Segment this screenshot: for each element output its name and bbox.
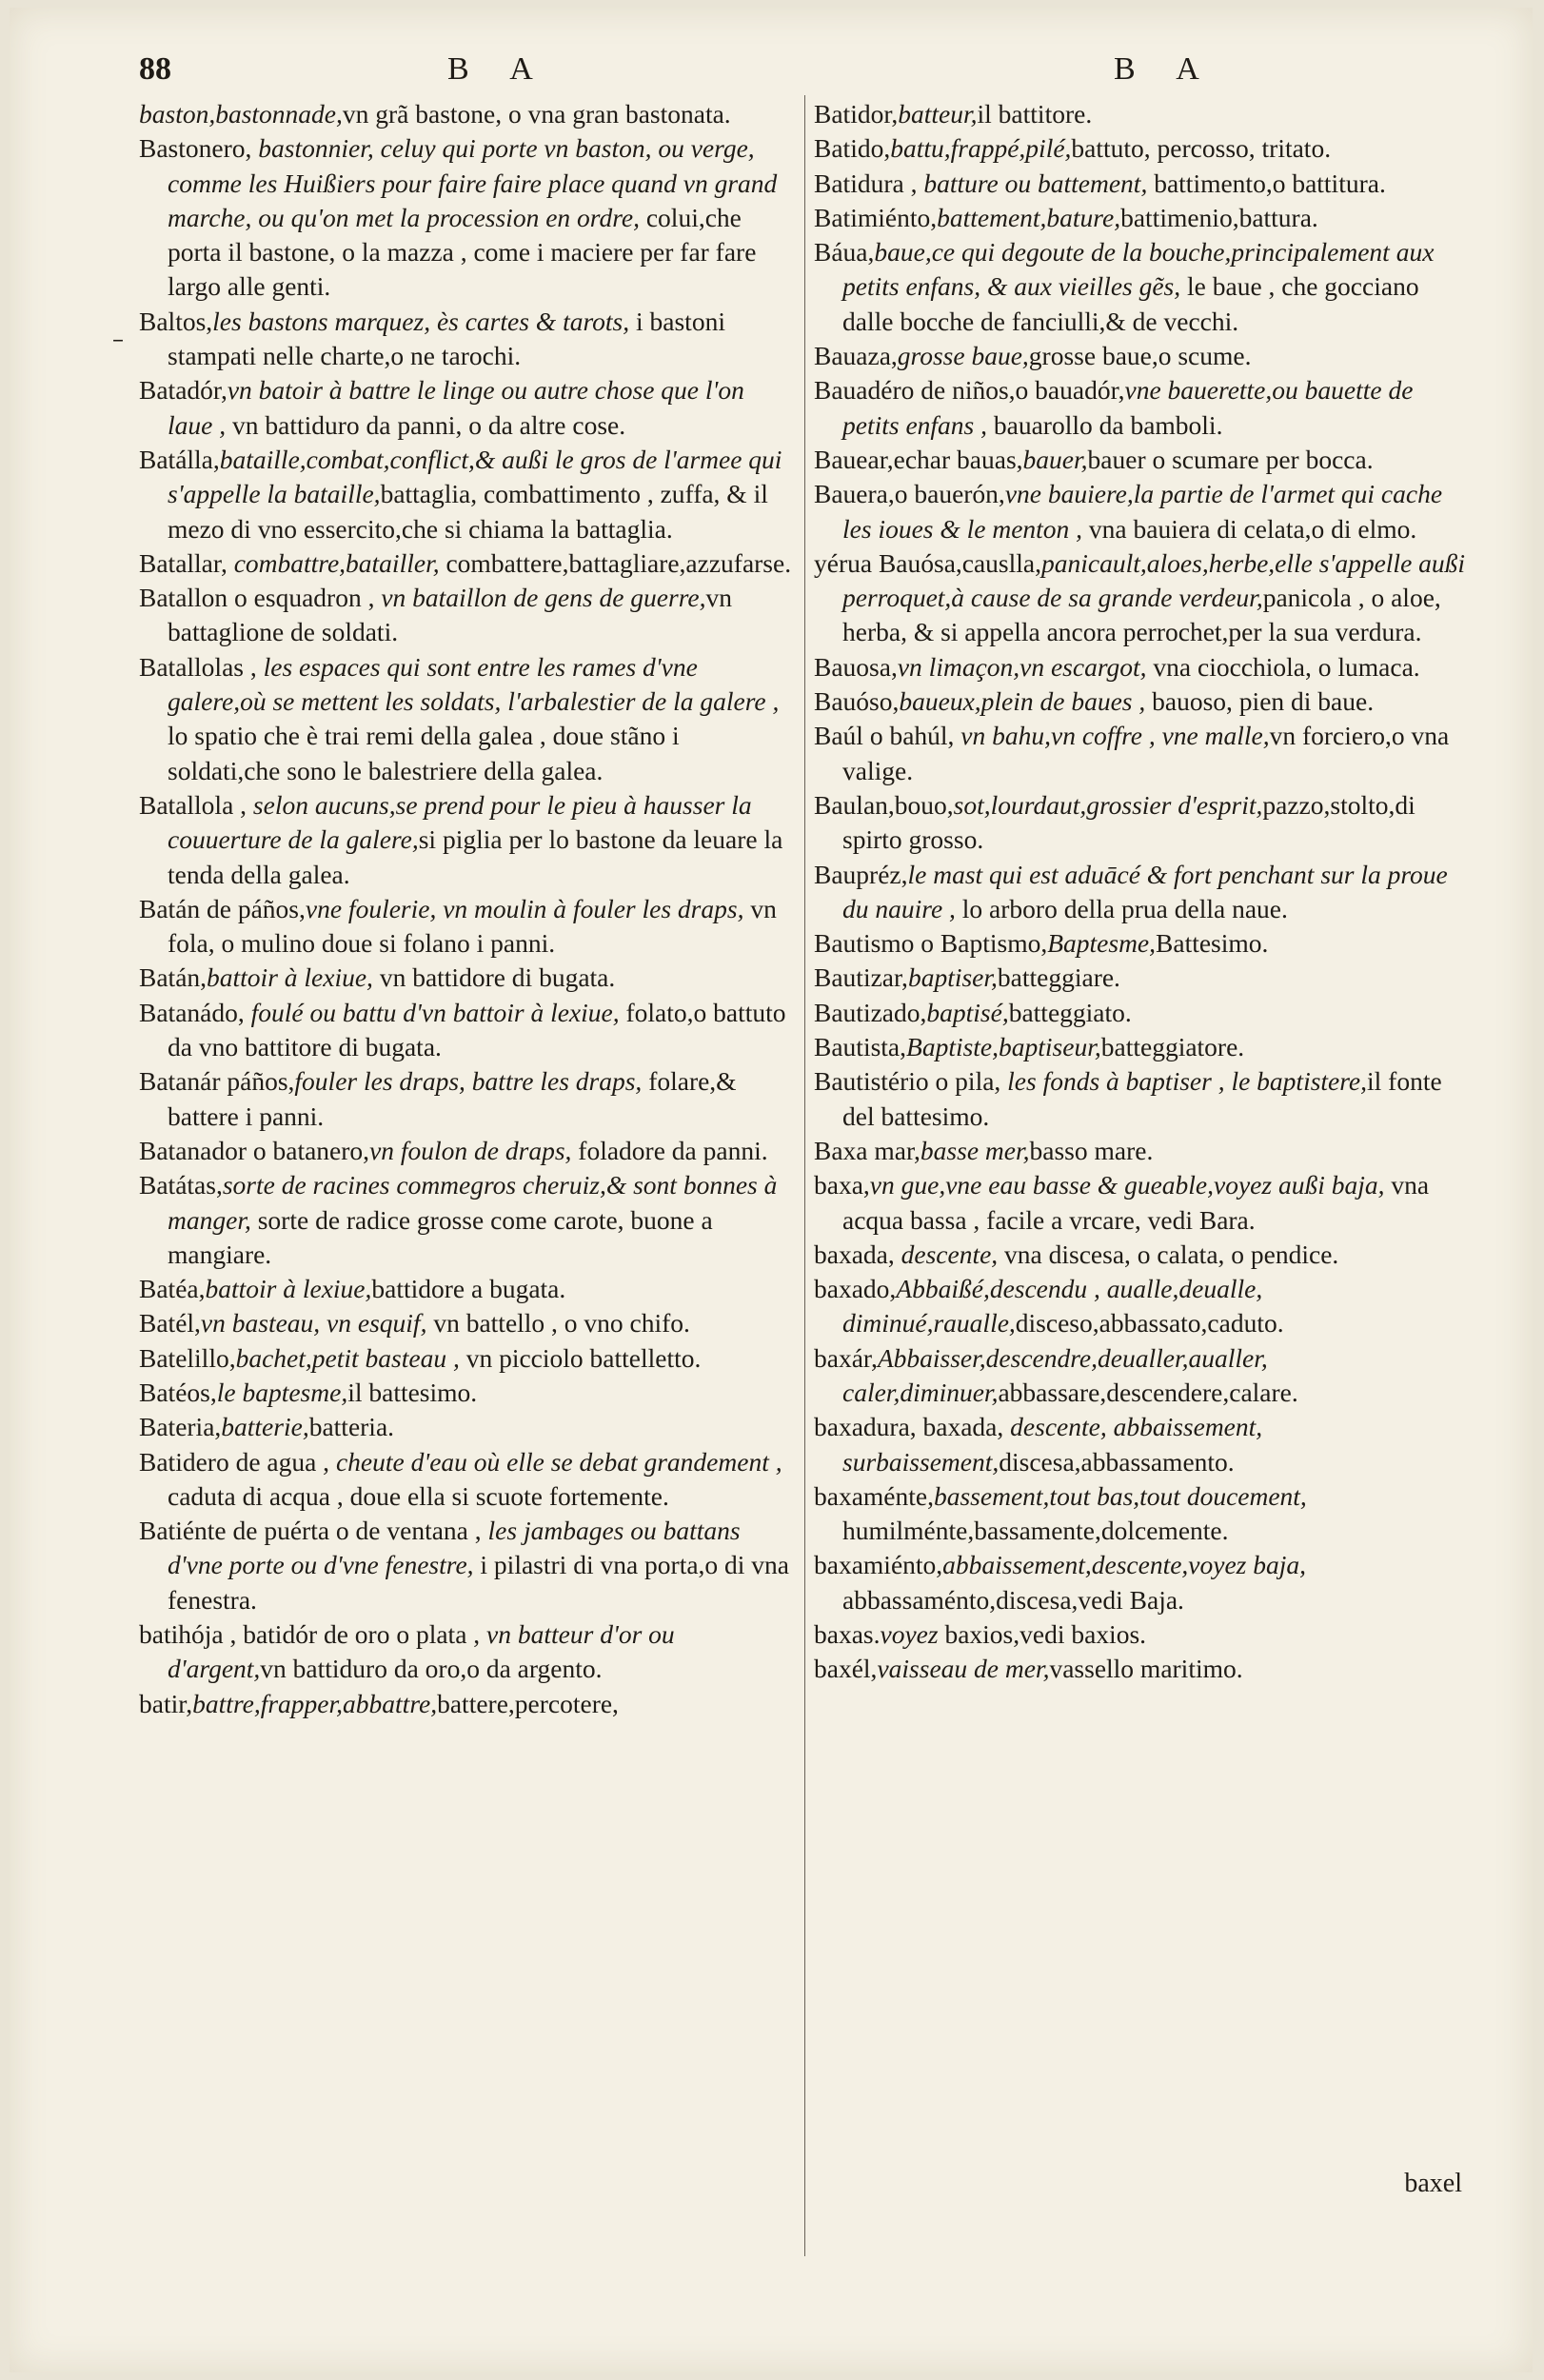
page-number: 88 <box>139 51 171 87</box>
dictionary-entry <box>139 1272 794 1306</box>
french-gloss: vn gue,vne eau basse & gueable,voyez außi baja, <box>869 1170 1385 1200</box>
french-gloss: vn foulon de draps, <box>369 1135 572 1165</box>
french-gloss: descente, <box>901 1239 999 1269</box>
dictionary-entry <box>814 1617 1471 1652</box>
italian-gloss: vassello maritimo. <box>1049 1654 1243 1684</box>
italian-gloss: il battitore. <box>977 99 1093 129</box>
dictionary-entry <box>814 684 1471 719</box>
french-gloss: baueux,plein de baues , <box>899 686 1146 717</box>
french-gloss: les espaces qui sont entre les rames d'vne galere,où se mettent les soldats, l'arbalestier de la galere , <box>168 651 780 717</box>
french-gloss: Baptesme, <box>1047 928 1157 959</box>
dictionary-entry <box>139 131 794 304</box>
catchword: baxel <box>1404 2169 1462 2198</box>
italian-gloss: bauarollo da bamboli. <box>987 409 1223 440</box>
italian-gloss: i bastoni stampati nelle charte,o ne tarochi. <box>168 306 725 371</box>
french-gloss: vne bauiere,la partie de l'armet qui cache les ioues & le menton , <box>842 479 1443 544</box>
italian-gloss: vn battello , o vno chifo. <box>426 1308 690 1339</box>
italian-gloss: vn fola, o mulino doue si folano i panni. <box>168 893 777 959</box>
running-head-left: B A <box>447 51 550 87</box>
column-rule <box>804 95 805 2256</box>
french-gloss: selon aucuns,se prend pour le pieu à hausser la couuerture de la galere, <box>168 789 752 855</box>
headword: Baúl o bahúl, <box>814 721 961 751</box>
headword: baxadura, baxada, <box>814 1412 1011 1442</box>
italian-gloss: sorte de radice grosse come carote, buone a mangiare. <box>168 1204 713 1269</box>
dictionary-entry <box>814 235 1471 339</box>
french-gloss: voyez <box>880 1619 939 1650</box>
italian-gloss: grosse baue,o scume. <box>1028 341 1252 371</box>
dictionary-entry <box>814 650 1471 684</box>
dictionary-entry <box>814 996 1471 1030</box>
french-gloss: panicault,aloes,herbe,elle s'appelle außi perroquet,à cause de sa grande verdeur, <box>842 547 1466 613</box>
dictionary-entry <box>814 1272 1471 1341</box>
dictionary-entry <box>139 650 794 788</box>
headword: baxas. <box>814 1619 881 1650</box>
italian-gloss: lo arboro della prua della naue. <box>955 893 1288 923</box>
headword: Batanádo, <box>139 997 251 1027</box>
dictionary-entry <box>139 1168 794 1272</box>
dictionary-entry <box>814 201 1471 235</box>
headword: batir, <box>139 1688 193 1718</box>
dictionary-entry <box>139 961 794 995</box>
dictionary-page <box>10 8 1533 2372</box>
italian-gloss: batteggiatore. <box>1100 1032 1245 1062</box>
headword: Batél, <box>139 1308 201 1339</box>
headword: Batiénte de puérta o de ventana , <box>139 1516 488 1546</box>
french-gloss: battoir à lexiue, <box>205 1274 372 1304</box>
italian-gloss: vn battiduro da oro,o da argento. <box>260 1654 603 1684</box>
italian-gloss: bauoso, pien di baue. <box>1145 686 1375 717</box>
dictionary-entry <box>814 1652 1471 1686</box>
italian-gloss: baxios,vedi baxios. <box>938 1619 1147 1650</box>
dictionary-entry <box>139 1376 794 1410</box>
dictionary-entry <box>814 961 1471 995</box>
dictionary-entry <box>139 1306 794 1340</box>
dictionary-entry <box>814 1410 1471 1479</box>
headword: baxél, <box>814 1654 878 1684</box>
italian-gloss: battaglia, combattimento , zuffa, & il mezo di vno essercito,che si chiama la battaglia. <box>168 479 768 544</box>
headword: Batallon o esquadron , <box>139 583 382 613</box>
dictionary-entry <box>814 546 1471 650</box>
italian-gloss: vna ciocchiola, o lumaca. <box>1146 651 1420 682</box>
french-gloss: abbaissement,descente,voyez baja, <box>942 1550 1307 1580</box>
running-head-right: B A <box>1114 51 1217 87</box>
headword: Batido, <box>814 133 891 164</box>
headword: Bauera,o bauerón, <box>814 479 1005 509</box>
french-gloss: descente, abbaissement, surbaissement, <box>842 1412 1263 1477</box>
italian-gloss: pazzo,stolto,di spirto grosso. <box>842 789 1415 855</box>
dictionary-entry <box>814 339 1471 373</box>
headword: Bautismo o Baptismo, <box>814 928 1048 959</box>
italian-gloss: vna acqua bassa , facile a vrcare, vedi Bara. <box>842 1170 1430 1235</box>
headword: baxada, <box>814 1239 901 1269</box>
french-gloss: battu,frappé,pilé, <box>890 133 1072 164</box>
headword: Baulan,bouo, <box>814 789 954 820</box>
headword: baxamiénto, <box>814 1550 943 1580</box>
headword: Bautista, <box>814 1032 907 1062</box>
italian-gloss: batteria. <box>308 1412 395 1442</box>
headword: Baxa mar, <box>814 1135 920 1165</box>
french-gloss: bataille,combat,conflict,& außi le gros de l'armee qui s'appelle la bataille, <box>168 444 782 509</box>
headword: Bastonero, <box>139 133 259 164</box>
italian-gloss: batteggiato. <box>1008 997 1132 1027</box>
french-gloss: Abbaisser,descendre,deualler,aualler, caler,diminuer, <box>842 1342 1268 1407</box>
french-gloss: vn batoir à battre le linge ou autre chose que l'on laue , <box>168 375 744 440</box>
headword: Bateria, <box>139 1412 222 1442</box>
italian-gloss: battuto, percosso, tritato. <box>1071 133 1332 164</box>
dictionary-entry <box>814 788 1471 858</box>
headword: baxaménte, <box>814 1480 934 1511</box>
italian-gloss: si piglia per lo bastone da leuare la tenda della galea. <box>168 824 783 889</box>
headword: Bauadéro de niños,o bauadór, <box>814 375 1125 406</box>
headword: baxado, <box>814 1274 897 1304</box>
italian-gloss: vna discesa, o calata, o pendice. <box>998 1239 1339 1269</box>
french-gloss: vaisseau de mer, <box>877 1654 1050 1684</box>
dictionary-entry <box>814 1341 1471 1411</box>
headword: baxa, <box>814 1170 870 1200</box>
french-gloss: bachet,petit basteau , <box>235 1342 460 1373</box>
italian-gloss: disceso,abbassato,caduto. <box>1015 1308 1284 1339</box>
italian-gloss: battere,percotere, <box>437 1688 619 1718</box>
dictionary-entry <box>139 1341 794 1376</box>
headword: Bauóso, <box>814 686 900 717</box>
dictionary-entry <box>139 546 794 581</box>
french-gloss: vne foulerie, vn moulin à fouler les draps, <box>305 893 744 923</box>
italian-gloss: basso mare. <box>1029 1135 1154 1165</box>
italian-gloss: vn forciero,o vna valige. <box>842 721 1450 785</box>
headword: yérua Bauósa,causlla, <box>814 547 1042 578</box>
dictionary-entry <box>139 97 794 131</box>
french-gloss: vne bauerette,ou bauette de petits enfans , <box>842 375 1414 440</box>
dictionary-entry <box>139 1445 794 1515</box>
dictionary-entry <box>814 443 1471 477</box>
left-column <box>139 97 794 1721</box>
french-gloss: batteur, <box>898 99 978 129</box>
french-gloss: le mast qui est aduācé & fort penchant sur la proue du nauire , <box>842 859 1448 923</box>
italian-gloss: combattere,battagliare,azzufarse. <box>439 547 792 578</box>
italian-gloss: vna bauiera di celata,o di elmo. <box>1082 513 1417 544</box>
italian-gloss: colui,che porta il bastone, o la mazza , come i maciere per far fare largo alle genti. <box>168 202 757 302</box>
dictionary-entry <box>814 926 1471 961</box>
french-gloss: bastonnier, celuy qui porte vn baston, ou verge, comme les Huißiers pour faire faire place quand vn grand marche, ou qu'on met la procession en ordre, <box>168 133 778 232</box>
headword: Baltos, <box>139 306 213 336</box>
french-gloss: cheute d'eau où elle se debat grandement , <box>335 1446 782 1477</box>
french-gloss: vn basteau, vn esquif, <box>200 1308 427 1339</box>
headword: Bauear,echar bauas, <box>814 444 1023 474</box>
italian-gloss: vn battaglione de soldati. <box>168 583 732 647</box>
headword: Batidor, <box>814 99 899 129</box>
headword: Batán, <box>139 962 208 993</box>
headword: Bautistério o pila, <box>814 1066 1008 1097</box>
french-gloss: battoir à lexiue, <box>207 962 373 993</box>
dictionary-entry <box>139 1064 794 1134</box>
french-gloss: battement,bature, <box>937 202 1121 232</box>
french-gloss: vn batteur d'or ou d'argent, <box>168 1619 675 1684</box>
headword: Batallola , <box>139 789 253 820</box>
italian-gloss: panicola , o aloe, herba, & si appella ancora perrochet,per la sua verdura. <box>842 583 1441 647</box>
dictionary-entry <box>139 1134 794 1168</box>
italian-gloss: vn picciolo battelletto. <box>459 1342 702 1373</box>
italian-gloss: battimenio,battura. <box>1120 202 1318 232</box>
headword: Baupréz, <box>814 859 908 889</box>
french-gloss: sot,lourdaut,grossier d'esprit, <box>953 789 1263 820</box>
headword: Batéa, <box>139 1274 206 1304</box>
headword: Batátas, <box>139 1170 223 1200</box>
dictionary-entry <box>814 477 1471 546</box>
french-gloss: basse mer, <box>920 1135 1030 1165</box>
italian-gloss: i pilastri di vna porta,o di vna fenestra. <box>168 1550 790 1615</box>
dictionary-entry <box>139 892 794 962</box>
italian-gloss: vn battidore di bugata. <box>372 962 616 993</box>
dictionary-entry <box>814 1030 1471 1064</box>
italian-gloss: folare,& battere i panni. <box>168 1066 737 1131</box>
dictionary-entry <box>139 1687 794 1721</box>
headword: Batelillo, <box>139 1342 236 1373</box>
french-gloss: fouler les draps, battre les draps, <box>294 1066 643 1097</box>
french-gloss: batture ou battement, <box>923 168 1148 198</box>
french-gloss: baptiser, <box>907 962 998 993</box>
french-gloss: bauer, <box>1022 444 1088 474</box>
headword: Batidero de agua , <box>139 1446 336 1477</box>
page-header <box>10 51 1533 99</box>
french-gloss: vn limaçon,vn escargot, <box>897 651 1147 682</box>
italian-gloss: discesa,abbassamento. <box>999 1446 1235 1477</box>
dictionary-entry <box>139 581 794 650</box>
italian-gloss: caduta di acqua , doue ella si scuote fortemente. <box>168 1480 669 1511</box>
dictionary-entry <box>139 1617 794 1687</box>
dictionary-entry <box>139 305 794 374</box>
dictionary-entry <box>814 1168 1471 1238</box>
italian-gloss: vn battiduro da panni, o da altre cose. <box>226 409 626 440</box>
italian-gloss: battidore a bugata. <box>371 1274 566 1304</box>
italian-gloss: bauer o scumare per bocca. <box>1087 444 1374 474</box>
italian-gloss: lo spatio che è trai remi della galea , doue stãno i soldati,che sono le balestriere della galea. <box>168 721 680 785</box>
headword: Batallolas , <box>139 651 264 682</box>
french-gloss: battre,frapper,abbattre, <box>192 1688 438 1718</box>
headword: Batanador o batanero, <box>139 1135 370 1165</box>
french-gloss: baue,ce qui degoute de la bouche,principalement aux petits enfans, & aux vieilles gẽs, <box>842 237 1435 302</box>
french-gloss: vn bahu,vn coffre , vne malle, <box>960 721 1270 751</box>
headword: Bautizado, <box>814 997 927 1027</box>
italian-gloss: vn grã bastone, o vna gran bastonata. <box>342 99 731 129</box>
headword: Batanár páños, <box>139 1066 295 1097</box>
italian-gloss: abbassare,descendere,calare. <box>998 1377 1298 1407</box>
dictionary-entry <box>814 167 1471 201</box>
headword: Batéos, <box>139 1377 217 1407</box>
french-gloss: Abbaißé,descendu , aualle,deualle, diminué,raualle, <box>842 1274 1263 1339</box>
dictionary-entry <box>814 97 1471 131</box>
french-gloss: grosse baue, <box>897 341 1029 371</box>
dictionary-entry <box>814 1479 1471 1549</box>
french-gloss: baptisé, <box>926 997 1009 1027</box>
headword: Batadór, <box>139 375 228 406</box>
french-gloss: batterie, <box>221 1412 309 1442</box>
french-gloss: les bastons marquez, ès cartes & tarots, <box>212 306 630 336</box>
dictionary-entry <box>814 131 1471 166</box>
french-gloss: bassement,tout bas,tout doucement, <box>933 1480 1307 1511</box>
italian-gloss: le baue , che gocciano dalle bocche de fanciulli,& de vecchi. <box>842 271 1419 336</box>
french-gloss: les fonds à baptiser , le baptistere, <box>1007 1066 1368 1097</box>
right-column <box>814 97 1471 1687</box>
italian-gloss: il fonte del battesimo. <box>842 1066 1442 1131</box>
headword: baxár, <box>814 1342 878 1373</box>
italian-gloss: foladore da panni. <box>571 1135 768 1165</box>
headword: Batálla, <box>139 444 220 474</box>
italian-gloss: folato,o battuto da vno battitore di bugata. <box>168 997 786 1062</box>
italian-gloss: abbassaménto,discesa,vedi Baja. <box>842 1584 1184 1615</box>
margin-mark: – <box>112 326 124 352</box>
french-gloss: les jambages ou battans d'vne porte ou d'vne fenestre, <box>168 1516 741 1580</box>
italian-gloss: humilménte,bassamente,dolcemente. <box>842 1516 1229 1546</box>
italian-gloss: il battesimo. <box>347 1377 478 1407</box>
headword: Batán de páños, <box>139 893 306 923</box>
headword: Bauaza, <box>814 341 898 371</box>
dictionary-entry <box>139 443 794 546</box>
headword: batihója , batidór de oro o plata , <box>139 1619 487 1650</box>
dictionary-entry <box>139 996 794 1065</box>
french-gloss: baston,bastonnade, <box>139 99 343 129</box>
dictionary-entry <box>139 1514 794 1617</box>
french-gloss: foulé ou battu d'vn battoir à lexiue, <box>250 997 620 1027</box>
italian-gloss: batteggiare. <box>997 962 1120 993</box>
italian-gloss: battimento,o battitura. <box>1147 168 1386 198</box>
headword: Bautizar, <box>814 962 908 993</box>
french-gloss: le baptesme, <box>216 1377 348 1407</box>
french-gloss: combattre,batailler, <box>233 547 440 578</box>
french-gloss: sorte de racines commegros cheruiz,& sont bonnes à manger, <box>168 1170 778 1235</box>
italian-gloss: Battesimo. <box>1156 928 1269 959</box>
dictionary-entry <box>814 1548 1471 1617</box>
dictionary-entry <box>814 1238 1471 1272</box>
dictionary-entry <box>814 1134 1471 1168</box>
dictionary-entry <box>139 1410 794 1444</box>
dictionary-entry <box>814 858 1471 927</box>
headword: Batimiénto, <box>814 202 938 232</box>
headword: Batidura , <box>814 168 924 198</box>
headword: Batallar, <box>139 547 234 578</box>
headword: Bauosa, <box>814 651 898 682</box>
dictionary-entry <box>814 373 1471 443</box>
dictionary-entry <box>814 719 1471 788</box>
dictionary-entry <box>814 1064 1471 1134</box>
dictionary-entry <box>139 788 794 892</box>
french-gloss: Baptiste,baptiseur, <box>906 1032 1101 1062</box>
headword: Báua, <box>814 237 875 268</box>
french-gloss: vn bataillon de gens de guerre, <box>381 583 706 613</box>
dictionary-entry <box>139 373 794 443</box>
